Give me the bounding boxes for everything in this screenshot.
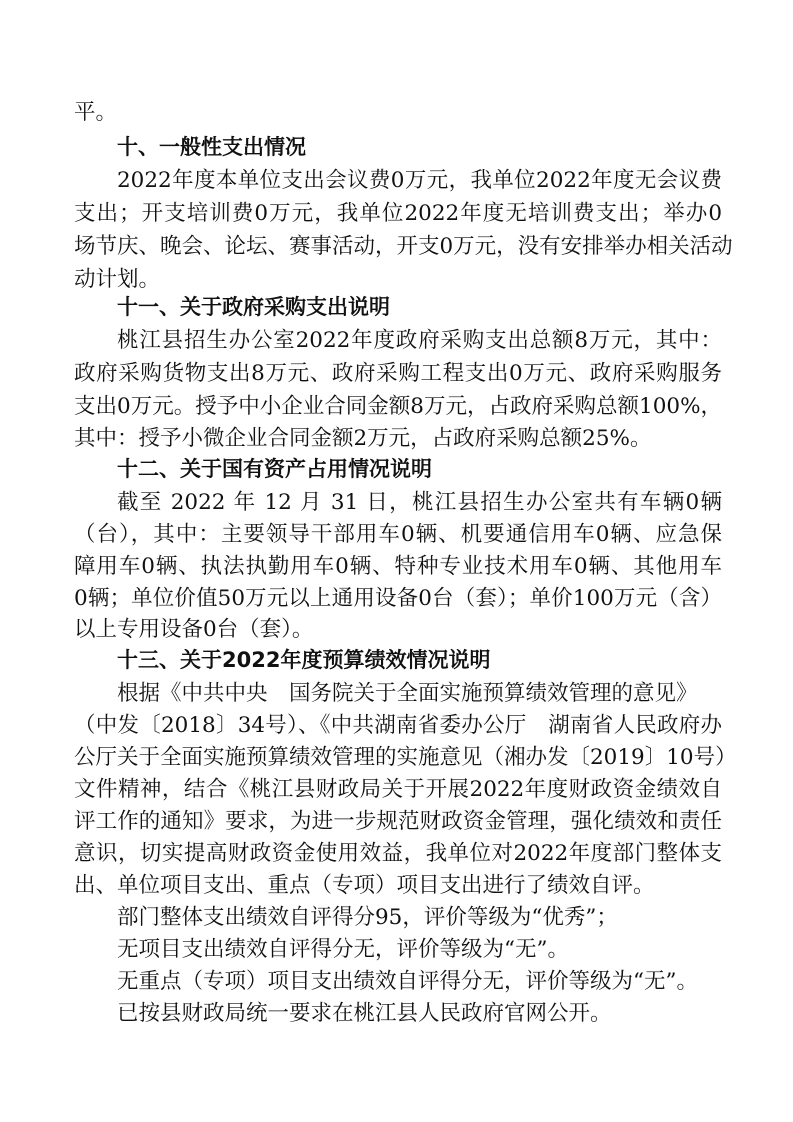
- text-line: （中发〔2018〕34号）、《中共湖南省委办公厅 湖南省人民政府办: [74, 713, 722, 738]
- section-heading-13: 十三、关于2022年度预算绩效情况说明: [117, 648, 491, 672]
- text-line: 0辆；单位价值50万元以上通用设备0台（套）；单价100万元（含）: [74, 586, 722, 611]
- text-line: 无重点（专项）项目支出绩效自评得分无，评价等级为“无”。: [117, 969, 698, 994]
- text-line: 文件精神，结合《桃江县财政局关于开展2022年度财政资金绩效自: [74, 777, 722, 802]
- text-line: 部门整体支出绩效自评得分95，评价等级为“优秀”；: [117, 905, 618, 930]
- text-line: 公厅关于全面实施预算绩效管理的实施意见（湘办发〔2019〕10号）: [74, 745, 737, 770]
- text-line: 根据《中共中央 国务院关于全面实施预算绩效管理的意见》: [117, 681, 698, 706]
- text-line: 支出；开支培训费0万元，我单位2022年度无培训费支出；举办0: [74, 201, 722, 226]
- text-line: 无项目支出绩效自评得分无，评价等级为“无”。: [117, 937, 569, 962]
- text-line: 桃江县招生办公室2022年度政府采购支出总额8万元，其中：: [117, 328, 722, 353]
- section-heading-11: 十一、关于政府采购支出说明: [117, 295, 390, 319]
- text-line: 截至 2022 年 12 月 31 日，桃江县招生办公室共有车辆0辆: [117, 490, 722, 515]
- text-line: 以上专用设备0台（套）。: [74, 617, 314, 642]
- text-line: 场节庆、晚会、论坛、赛事活动，开支0万元，没有安排举办相关活动: [74, 234, 733, 259]
- text-line: 政府采购货物支出8万元、政府采购工程支出0万元、政府采购服务: [74, 361, 722, 386]
- text-line: 已按县财政局统一要求在桃江县人民政府官网公开。: [117, 1001, 612, 1026]
- text-line: 支出0万元。授予中小企业合同金额8万元，占政府采购总额100%，: [74, 394, 722, 419]
- text-line: 评工作的通知》要求，为进一步规范财政资金管理，强化绩效和责任: [74, 809, 722, 834]
- text-line: 出、单位项目支出、重点（专项）项目支出进行了绩效自评。: [74, 873, 655, 898]
- text-line: 其中：授予小微企业合同金额2万元，占政府采购总额25%。: [74, 426, 652, 451]
- text-line: 障用车0辆、执法执勤用车0辆、特种专业技术用车0辆、其他用车: [74, 554, 722, 579]
- text-line: 动计划。: [74, 267, 161, 292]
- text-line: （台），其中：主要领导干部用车0辆、机要通信用车0辆、应急保: [74, 522, 722, 547]
- text-line: 意识，切实提高财政资金使用效益，我单位对2022年度部门整体支: [74, 841, 722, 866]
- text-line: 2022年度本单位支出会议费0万元，我单位2022年度无会议费: [117, 168, 722, 193]
- section-heading-10: 十、一般性支出情况: [117, 135, 306, 159]
- text-line: 平。: [74, 100, 118, 125]
- section-heading-12: 十二、关于国有资产占用情况说明: [117, 457, 432, 481]
